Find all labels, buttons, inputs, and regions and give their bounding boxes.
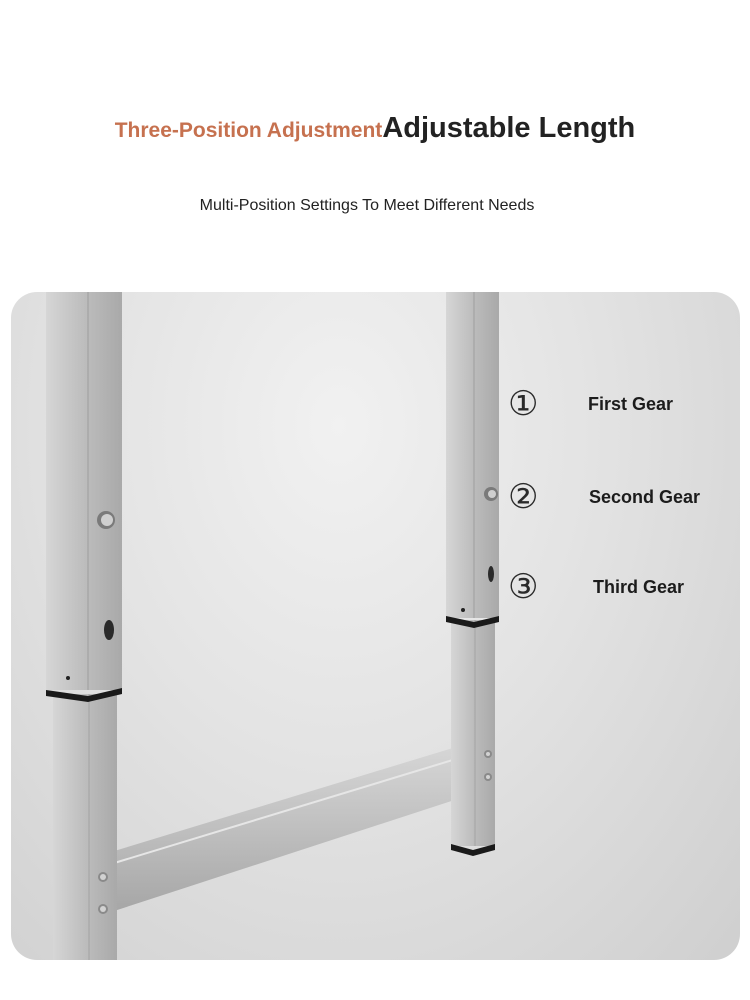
title-row (0, 112, 750, 145)
gear-label: First Gear (588, 393, 674, 414)
gear-label: Third Gear (593, 576, 685, 597)
main-title: Adjustable Length (382, 112, 636, 144)
accent-title: Three-Position Adjustment (114, 119, 383, 142)
gear-item-third (508, 567, 684, 607)
gear-number-icon: ③ (508, 567, 539, 607)
right-leg-tube (451, 620, 495, 846)
gear-number-icon: ① (508, 384, 539, 424)
gear-number-icon: ② (508, 477, 539, 517)
gear-item-second (508, 477, 700, 517)
crossbar (111, 740, 479, 912)
gear-item-first (508, 384, 673, 424)
left-leg-tube (53, 694, 117, 960)
subtitle: Multi-Position Settings To Meet Different Needs (199, 197, 535, 214)
gear-label: Second Gear (589, 486, 701, 507)
